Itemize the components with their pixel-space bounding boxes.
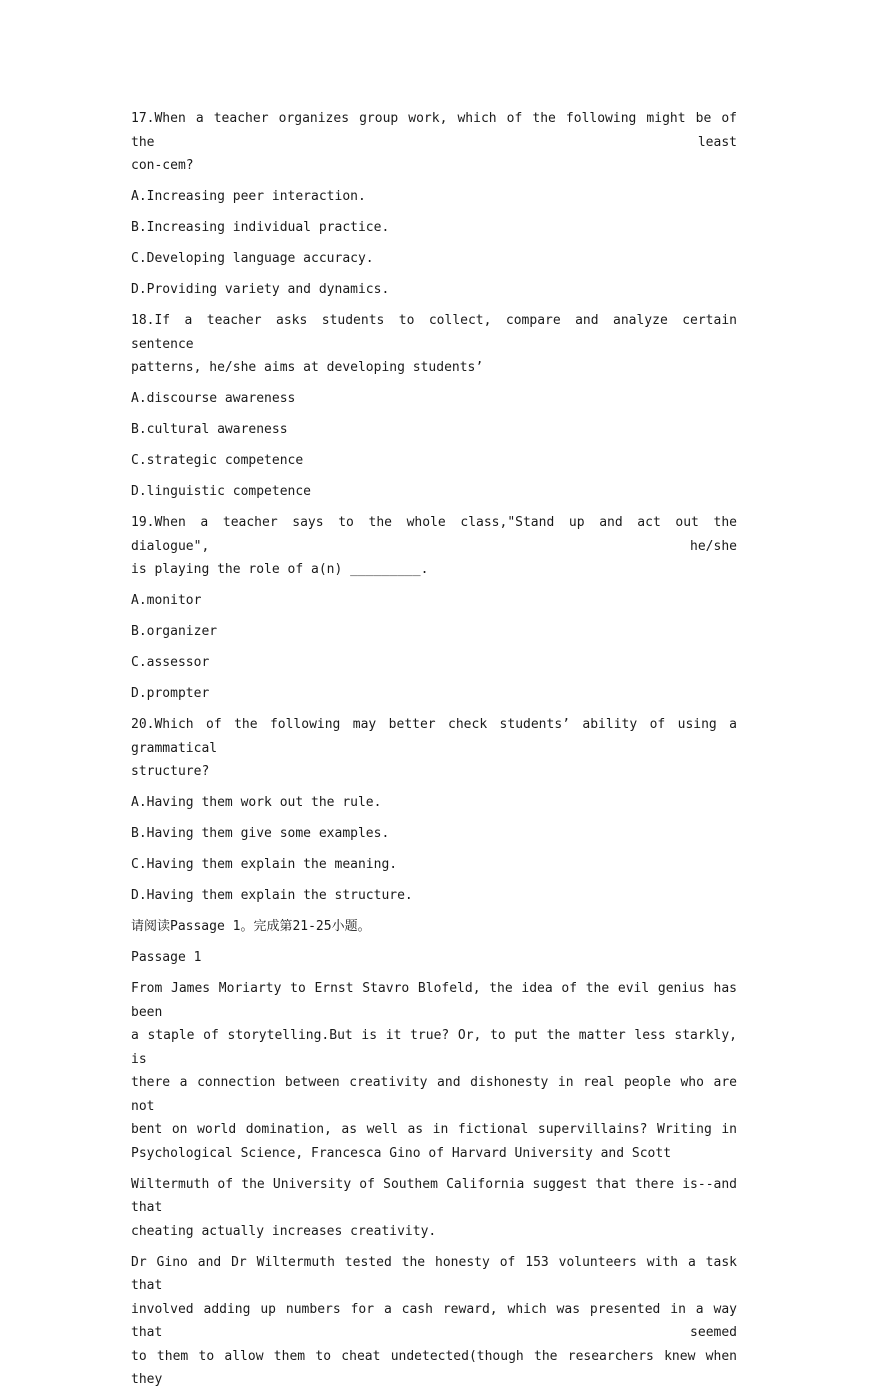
answer-option: A.Increasing peer interaction. bbox=[131, 189, 366, 204]
question-stem-line: is playing the role of a(n) _________. bbox=[131, 562, 429, 577]
answer-option: C.assessor bbox=[131, 655, 210, 670]
question-stem bbox=[131, 309, 737, 380]
answer-option: B.organizer bbox=[131, 624, 218, 639]
passage-paragraph-line: cheating actually increases creativity. bbox=[131, 1223, 437, 1239]
passage-paragraph bbox=[131, 1251, 737, 1392]
question-stem bbox=[131, 713, 737, 784]
answer-option: D.Having them explain the structure. bbox=[131, 888, 413, 903]
passage-paragraph-line: Dr Gino and Dr Wiltermuth tested the honesty of 153 volunteers with a task that bbox=[131, 1254, 737, 1293]
answer-option: A.Having them work out the rule. bbox=[131, 795, 382, 810]
passage-paragraph-line: a staple of storytelling.But is it true? Or, to put the matter less starkly, is bbox=[131, 1028, 737, 1067]
answer-option: A.monitor bbox=[131, 593, 202, 608]
answer-option: D.prompter bbox=[131, 686, 210, 701]
passage-paragraph-line: Psychological Science, Francesca Gino of Harvard University and Scott bbox=[131, 1145, 672, 1161]
passage-paragraph bbox=[131, 1173, 737, 1244]
passage-paragraph-line: Wiltermuth of the University of Southem California suggest that there is--and that bbox=[131, 1176, 737, 1215]
passage-title: Passage 1 bbox=[131, 950, 202, 965]
document-page bbox=[131, 107, 737, 1399]
answer-option: D.linguistic competence bbox=[131, 484, 312, 499]
question-stem-line: structure? bbox=[131, 764, 210, 779]
question-stem-line: 19.When a teacher says to the whole class,"Stand up and act out the dialogue", he/she bbox=[131, 515, 737, 554]
passage-paragraph-line: bent on world domination, as well as in fictional supervillains? Writing in bbox=[131, 1122, 737, 1137]
passage-paragraph-line: there a connection between creativity and dishonesty in real people who are not bbox=[131, 1075, 737, 1114]
passage-paragraph-line: involved adding up numbers for a cash reward, which was presented in a way that seemed bbox=[131, 1301, 737, 1340]
answer-option: C.strategic competence bbox=[131, 453, 304, 468]
answer-option: A.discourse awareness bbox=[131, 391, 296, 406]
reading-instruction: 请阅读Passage 1。完成第21-25小题。 bbox=[131, 919, 371, 934]
answer-option: B.cultural awareness bbox=[131, 422, 288, 437]
question-stem bbox=[131, 511, 737, 582]
answer-option: C.Developing language accuracy. bbox=[131, 251, 374, 266]
question-stem bbox=[131, 107, 737, 178]
answer-option: B.Increasing individual practice. bbox=[131, 220, 390, 235]
passage-paragraph-line: From James Moriarty to Ernst Stavro Blofeld, the idea of the evil genius has been bbox=[131, 981, 737, 1020]
question-stem-line: 18.If a teacher asks students to collect, compare and analyze certain sentence bbox=[131, 313, 737, 352]
question-stem-line: 17.When a teacher organizes group work, which of the following might be of the least bbox=[131, 111, 737, 150]
passage-paragraph-line: to them to allow them to cheat undetected(though the researchers knew when they bbox=[131, 1348, 737, 1387]
question-stem-line: 20.Which of the following may better check students’ ability of using a grammatical bbox=[131, 717, 737, 756]
answer-option: B.Having them give some examples. bbox=[131, 826, 390, 841]
answer-option: D.Providing variety and dynamics. bbox=[131, 282, 390, 297]
question-stem-line: patterns, he/she aims at developing students’ bbox=[131, 360, 484, 375]
answer-option: C.Having them explain the meaning. bbox=[131, 857, 398, 872]
question-stem-line: con-cem? bbox=[131, 158, 194, 173]
passage-paragraph bbox=[131, 977, 737, 1165]
